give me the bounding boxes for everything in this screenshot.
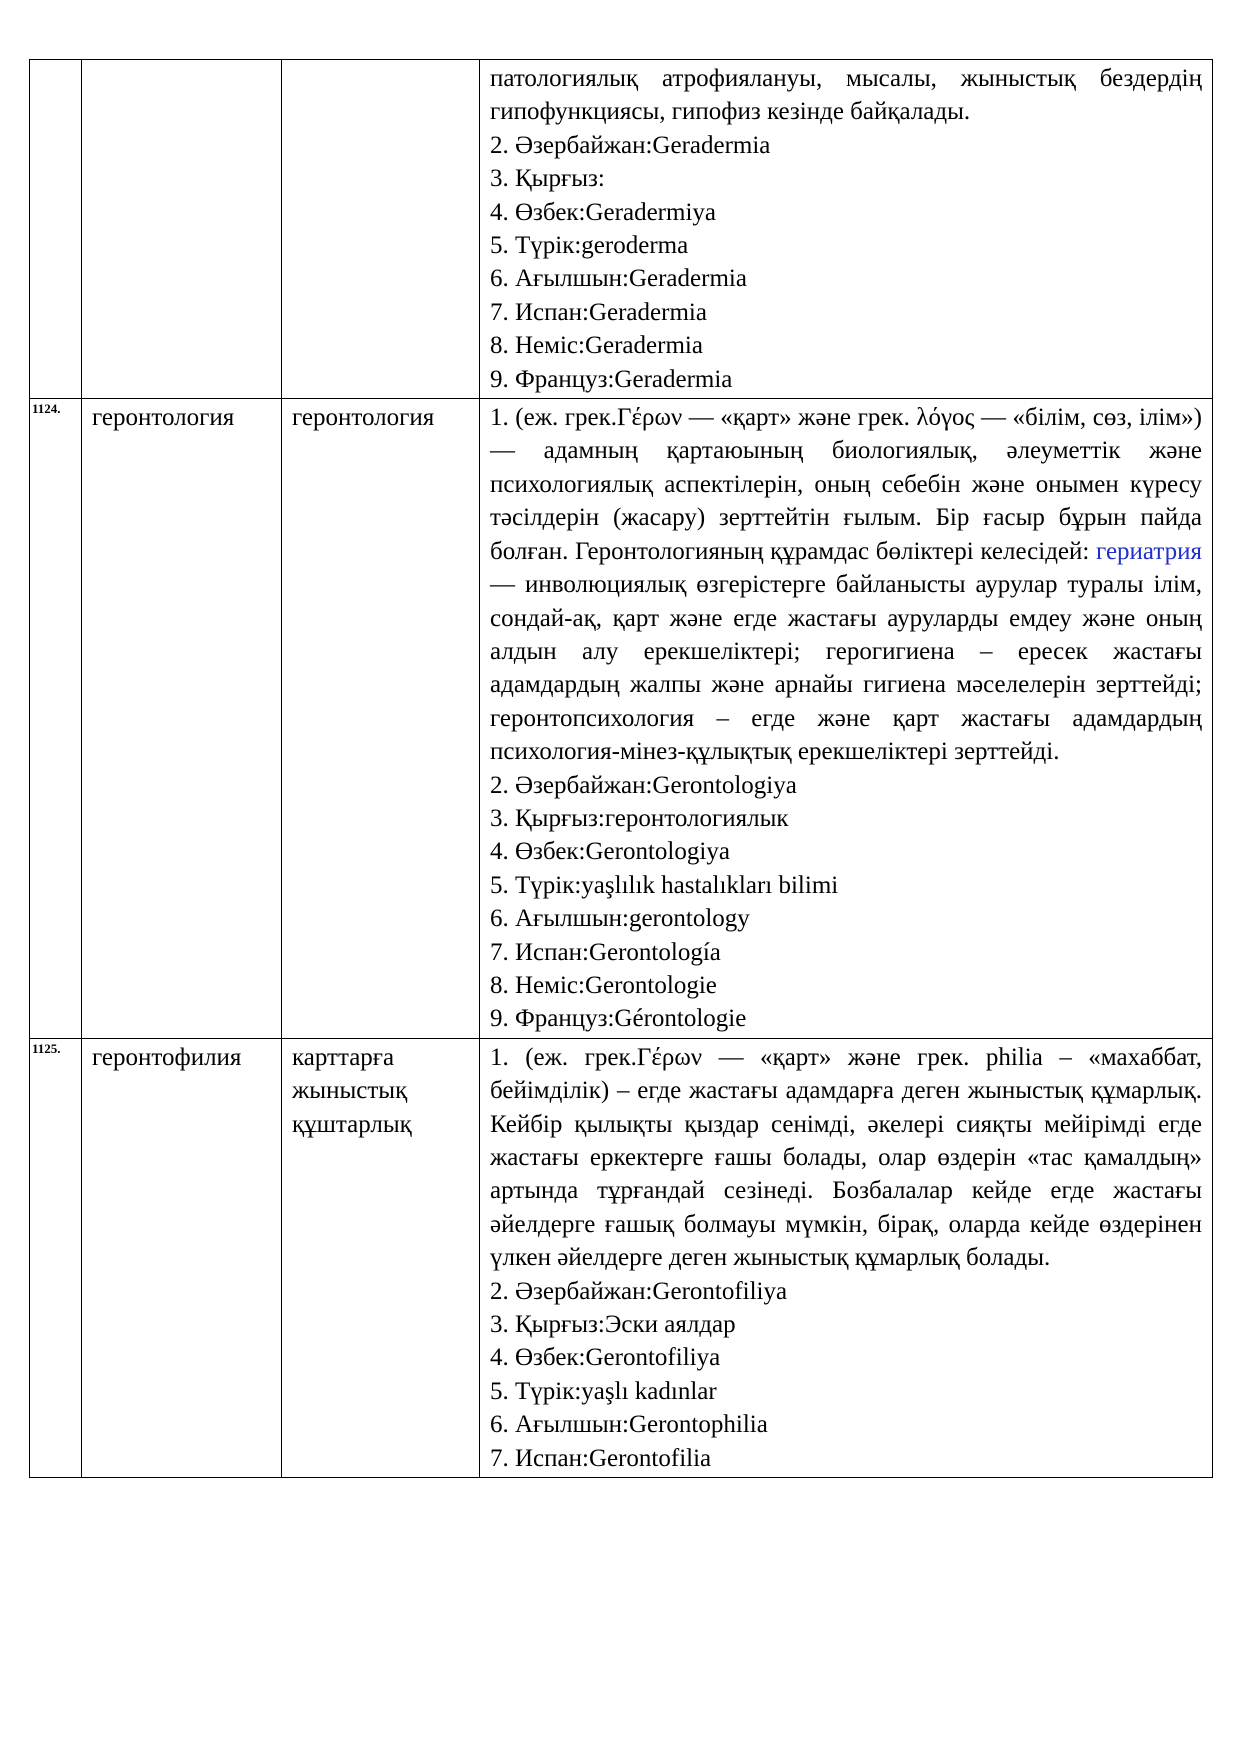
language-translation: 6. Ағылшын:Geradermia	[490, 265, 747, 293]
entry-number	[30, 60, 82, 399]
term-link[interactable]: гериатрия	[1096, 537, 1202, 565]
language-translation: 5. Түрік:yaşlı kadınlar	[490, 1377, 717, 1405]
entry-definition	[480, 399, 1213, 1039]
language-translation: 9. Француз:Gérontologie	[490, 1005, 747, 1033]
table-row	[30, 60, 1213, 399]
language-translation: 4. Өзбек:Geradermiya	[490, 198, 716, 226]
language-translation: 7. Испан:Geradermia	[490, 298, 707, 326]
language-translation: 5. Түрік:yaşlılık hastalıkları bilimi	[490, 871, 839, 899]
entry-number: 1125.	[30, 1038, 82, 1477]
definition-segment: — инволюциялық өзгерістерге байланысты аурулар туралы ілім, сондай-ақ, қарт және егде жастағы ауруларды емдеу және оның алдын алу ерекшеліктері; герогигиена – ересек жастағы адамдардың жалпы және арнайы гигиена мәселелерін зерттейді; геронтопсихология – егде және қарт жастағы адамдардың психология-мінез-құлықтық ерекшеліктері зерттейді.	[490, 571, 1202, 766]
language-translation: 5. Түрік:geroderma	[490, 232, 689, 260]
language-translation: 4. Өзбек:Gerontologiya	[490, 838, 730, 866]
entry-translation: карттарға жыныстық құштарлық	[282, 1038, 480, 1477]
language-translation: 2. Әзербайжан:Geradermia	[490, 131, 771, 159]
entry-translation: геронтология	[282, 399, 480, 1039]
entry-translation	[282, 60, 480, 399]
language-translation: 3. Қырғыз:Эски аялдар	[490, 1311, 736, 1339]
dictionary-table-body	[30, 60, 1213, 1478]
language-translation: 8. Неміс:Geradermia	[490, 332, 703, 360]
language-translation: 8. Неміс:Gerontologie	[490, 971, 717, 999]
definition-text	[490, 1041, 1202, 1275]
definition-segment: 1. (еж. грек.Γέρων — «қарт» және грек. philia – «махаббат, бейімділік) – егде жастағы адамдарға деген жыныстық құмарлық. Кейбір қылықты қыздар сенімді, әкелері сияқты мейірімді егде жастағы еркектерге ғашы болады, олар өздерін «тас қамалдың» артында тұрғандай сезінеді. Бозбалалар кейде егде жастағы әйелдерге ғашық болмауы мүмкін, бірақ, оларда кейде өздерінен үлкен әйелдерге деген жыныстық құмарлық болады.	[490, 1043, 1202, 1272]
definition-text	[490, 401, 1202, 768]
language-translation: 7. Испан:Gerontología	[490, 938, 721, 966]
entry-number: 1124.	[30, 399, 82, 1039]
language-translation: 2. Әзербайжан:Gerontologiya	[490, 771, 797, 799]
definition-text	[490, 62, 1202, 129]
definition-segment: 1. (еж. грек.Γέρων — «қарт» және грек. λόγος — «білім, сөз, ілім») — адамның қартаюының биологиялық, әлеуметтік және психологиялық аспектілерін, оның себебін және онымен күресу тәсілдерін (жасару) зерттейтін ғылым. Бір ғасыр бұрын пайда болған. Геронтологияның құрамдас бөліктері келесідей:	[490, 404, 1202, 565]
language-translation: 7. Испан:Gerontofilia	[490, 1444, 712, 1472]
entry-term	[82, 60, 282, 399]
language-translation: 9. Француз:Geradermia	[490, 365, 733, 393]
definition-segment: патологиялық атрофиялануы, мысалы, жыныстық бездердің гипофункциясы, гипофиз кезінде байқалады.	[490, 65, 1202, 126]
entry-term: геронтология	[82, 399, 282, 1039]
language-translation: 6. Ағылшын:gerontology	[490, 905, 750, 933]
language-translation: 4. Өзбек:Gerontofiliya	[490, 1344, 721, 1372]
language-translation: 3. Қырғыз:	[490, 165, 605, 193]
language-translation: 3. Қырғыз:геронтологиялык	[490, 804, 789, 832]
entry-definition	[480, 60, 1213, 399]
table-row	[30, 1038, 1213, 1477]
language-translation: 6. Ағылшын:Gerontophilia	[490, 1411, 768, 1439]
dictionary-table	[29, 59, 1213, 1478]
entry-definition	[480, 1038, 1213, 1477]
entry-term: геронтофилия	[82, 1038, 282, 1477]
language-translation: 2. Әзербайжан:Gerontofiliya	[490, 1277, 788, 1305]
table-row	[30, 399, 1213, 1039]
